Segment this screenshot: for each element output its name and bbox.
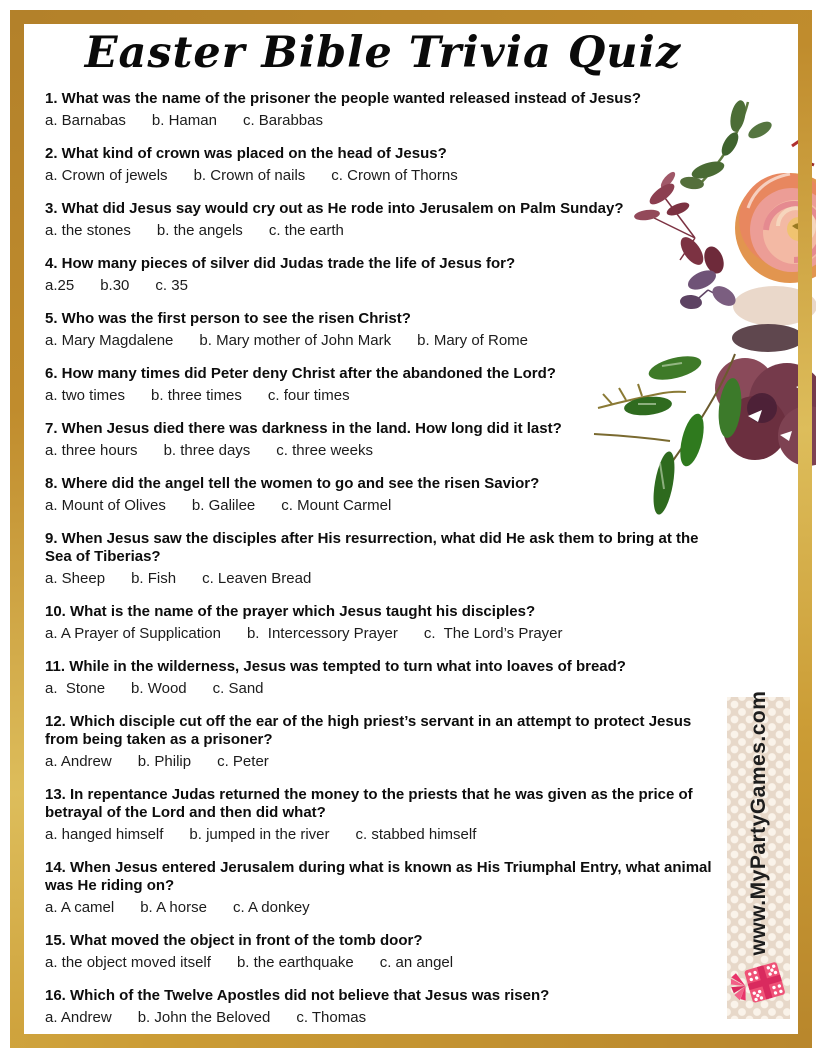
question-text: 7. When Jesus died there was darkness in the land. How long did it last? xyxy=(45,420,562,437)
question-item xyxy=(45,713,721,771)
question-text: 10. What is the name of the prayer which Jesus taught his disciples? xyxy=(45,603,536,620)
answer-option: c. four times xyxy=(267,387,350,404)
answer-option: b. A horse xyxy=(140,899,207,916)
answer-option: b. Mary mother of John Mark xyxy=(199,332,392,349)
answer-option: b.30 xyxy=(100,277,130,294)
answer-option: b. Mary of Rome xyxy=(417,332,529,349)
answer-option: c. Leaven Bread xyxy=(202,570,312,587)
answer-options xyxy=(45,332,721,350)
question-item xyxy=(45,200,721,240)
question-text: 3. What did Jesus say would cry out as He rode into Jerusalem on Palm Sunday? xyxy=(45,200,624,217)
question-text: 8. Where did the angel tell the women to go and see the risen Savior? xyxy=(45,475,540,492)
answer-option: c. the earth xyxy=(268,222,344,239)
question-item xyxy=(45,475,721,515)
question-item xyxy=(45,932,721,972)
website-link[interactable]: www.MyPartyGames.com xyxy=(746,690,770,956)
answer-options xyxy=(45,497,721,515)
question-item xyxy=(45,420,721,460)
answer-options xyxy=(45,387,721,405)
question-item xyxy=(45,530,721,588)
answer-option: b. three times xyxy=(151,387,242,404)
question-text: 11. While in the wilderness, Jesus was tempted to turn what into loaves of bread? xyxy=(45,658,626,675)
answer-option: c. Crown of Thorns xyxy=(331,167,458,184)
quiz-content xyxy=(45,22,727,1042)
answer-option: c. Sand xyxy=(212,680,264,697)
answer-option: a. the object moved itself xyxy=(45,954,211,971)
answer-option: b. John the Beloved xyxy=(137,1009,271,1026)
answer-option: a. Mount of Olives xyxy=(45,497,166,514)
answer-options xyxy=(45,954,721,972)
answer-options xyxy=(45,442,721,460)
answer-option: b. three days xyxy=(163,442,251,459)
answer-options xyxy=(45,1009,721,1027)
question-text: 13. In repentance Judas returned the money to the priests that he was given as the price of betrayal of the Lord and then did what? xyxy=(45,786,693,821)
question-text: 9. When Jesus saw the disciples after His resurrection, what did He ask them to bring at the Sea of Tiberias? xyxy=(45,530,699,565)
question-item xyxy=(45,310,721,350)
answer-option: a. Andrew xyxy=(45,1009,112,1026)
answer-options xyxy=(45,222,721,240)
answer-option: a.25 xyxy=(45,277,75,294)
answer-option: c. stabbed himself xyxy=(355,826,477,843)
answer-option: a. three hours xyxy=(45,442,138,459)
answer-option: c. Peter xyxy=(217,753,269,770)
answer-option: b. Philip xyxy=(137,753,192,770)
answer-option: a. Stone xyxy=(45,680,106,697)
page-title: Easter Bible Trivia Quiz xyxy=(84,28,682,78)
question-text: 2. What kind of crown was placed on the head of Jesus? xyxy=(45,145,447,162)
answer-option: c. The Lord’s Prayer xyxy=(423,625,563,642)
answer-option: b. Intercessory Prayer xyxy=(246,625,398,642)
answer-option: b. jumped in the river xyxy=(189,826,330,843)
question-list xyxy=(45,90,727,1027)
answer-option: b. the earthquake xyxy=(236,954,354,971)
watermark-banner xyxy=(727,690,790,1019)
answer-option: a. two times xyxy=(45,387,126,404)
answer-option: a. A Prayer of Supplication xyxy=(45,625,221,642)
question-text: 1. What was the name of the prisoner the people wanted released instead of Jesus? xyxy=(45,90,641,107)
question-text: 4. How many pieces of silver did Judas trade the life of Jesus for? xyxy=(45,255,516,272)
answer-option: a. hanged himself xyxy=(45,826,164,843)
answer-option: a. Barnabas xyxy=(45,112,126,129)
gift-dice-icon xyxy=(731,958,787,1014)
answer-option: a. Mary Magdalene xyxy=(45,332,174,349)
answer-option: b. Haman xyxy=(151,112,217,129)
question-text: 12. Which disciple cut off the ear of the high priest’s servant in an attempt to protect Jesus from being taken as a prisoner? xyxy=(45,713,692,748)
answer-options xyxy=(45,112,721,130)
answer-option: c. A donkey xyxy=(232,899,310,916)
answer-options xyxy=(45,899,721,917)
answer-option: c. Barabbas xyxy=(242,112,323,129)
question-text: 14. When Jesus entered Jerusalem during what is known as His Triumphal Entry, what animal was He riding on? xyxy=(45,859,712,894)
answer-option: c. Thomas xyxy=(296,1009,367,1026)
answer-option: a. Andrew xyxy=(45,753,112,770)
question-text: 6. How many times did Peter deny Christ after the abandoned the Lord? xyxy=(45,365,556,382)
question-item xyxy=(45,658,721,698)
question-text: 5. Who was the first person to see the risen Christ? xyxy=(45,310,411,327)
answer-option: c. Mount Carmel xyxy=(281,497,392,514)
answer-option: b. Wood xyxy=(131,680,187,697)
question-item xyxy=(45,987,721,1027)
answer-option: a. A camel xyxy=(45,899,115,916)
answer-option: b. Crown of nails xyxy=(193,167,306,184)
answer-options xyxy=(45,570,721,588)
question-item xyxy=(45,603,721,643)
question-text: 16. Which of the Twelve Apostles did not believe that Jesus was risen? xyxy=(45,987,550,1004)
question-item xyxy=(45,145,721,185)
answer-option: a. the stones xyxy=(45,222,131,239)
question-item xyxy=(45,786,721,844)
question-item xyxy=(45,859,721,917)
answer-option: c. an angel xyxy=(379,954,454,971)
answer-option: b. Fish xyxy=(131,570,177,587)
answer-option: c. 35 xyxy=(155,277,188,294)
question-text: 15. What moved the object in front of the tomb door? xyxy=(45,932,423,949)
answer-option: b. Galilee xyxy=(191,497,256,514)
answer-options xyxy=(45,680,721,698)
answer-option: c. three weeks xyxy=(276,442,373,459)
answer-option: b. the angels xyxy=(156,222,243,239)
answer-options xyxy=(45,277,721,295)
answer-options xyxy=(45,753,721,771)
question-item xyxy=(45,90,721,130)
answer-options xyxy=(45,826,721,844)
answer-options xyxy=(45,167,721,185)
answer-options xyxy=(45,625,721,643)
answer-option: a. Sheep xyxy=(45,570,106,587)
question-item xyxy=(45,365,721,405)
answer-option: a. Crown of jewels xyxy=(45,167,168,184)
question-item xyxy=(45,255,721,295)
